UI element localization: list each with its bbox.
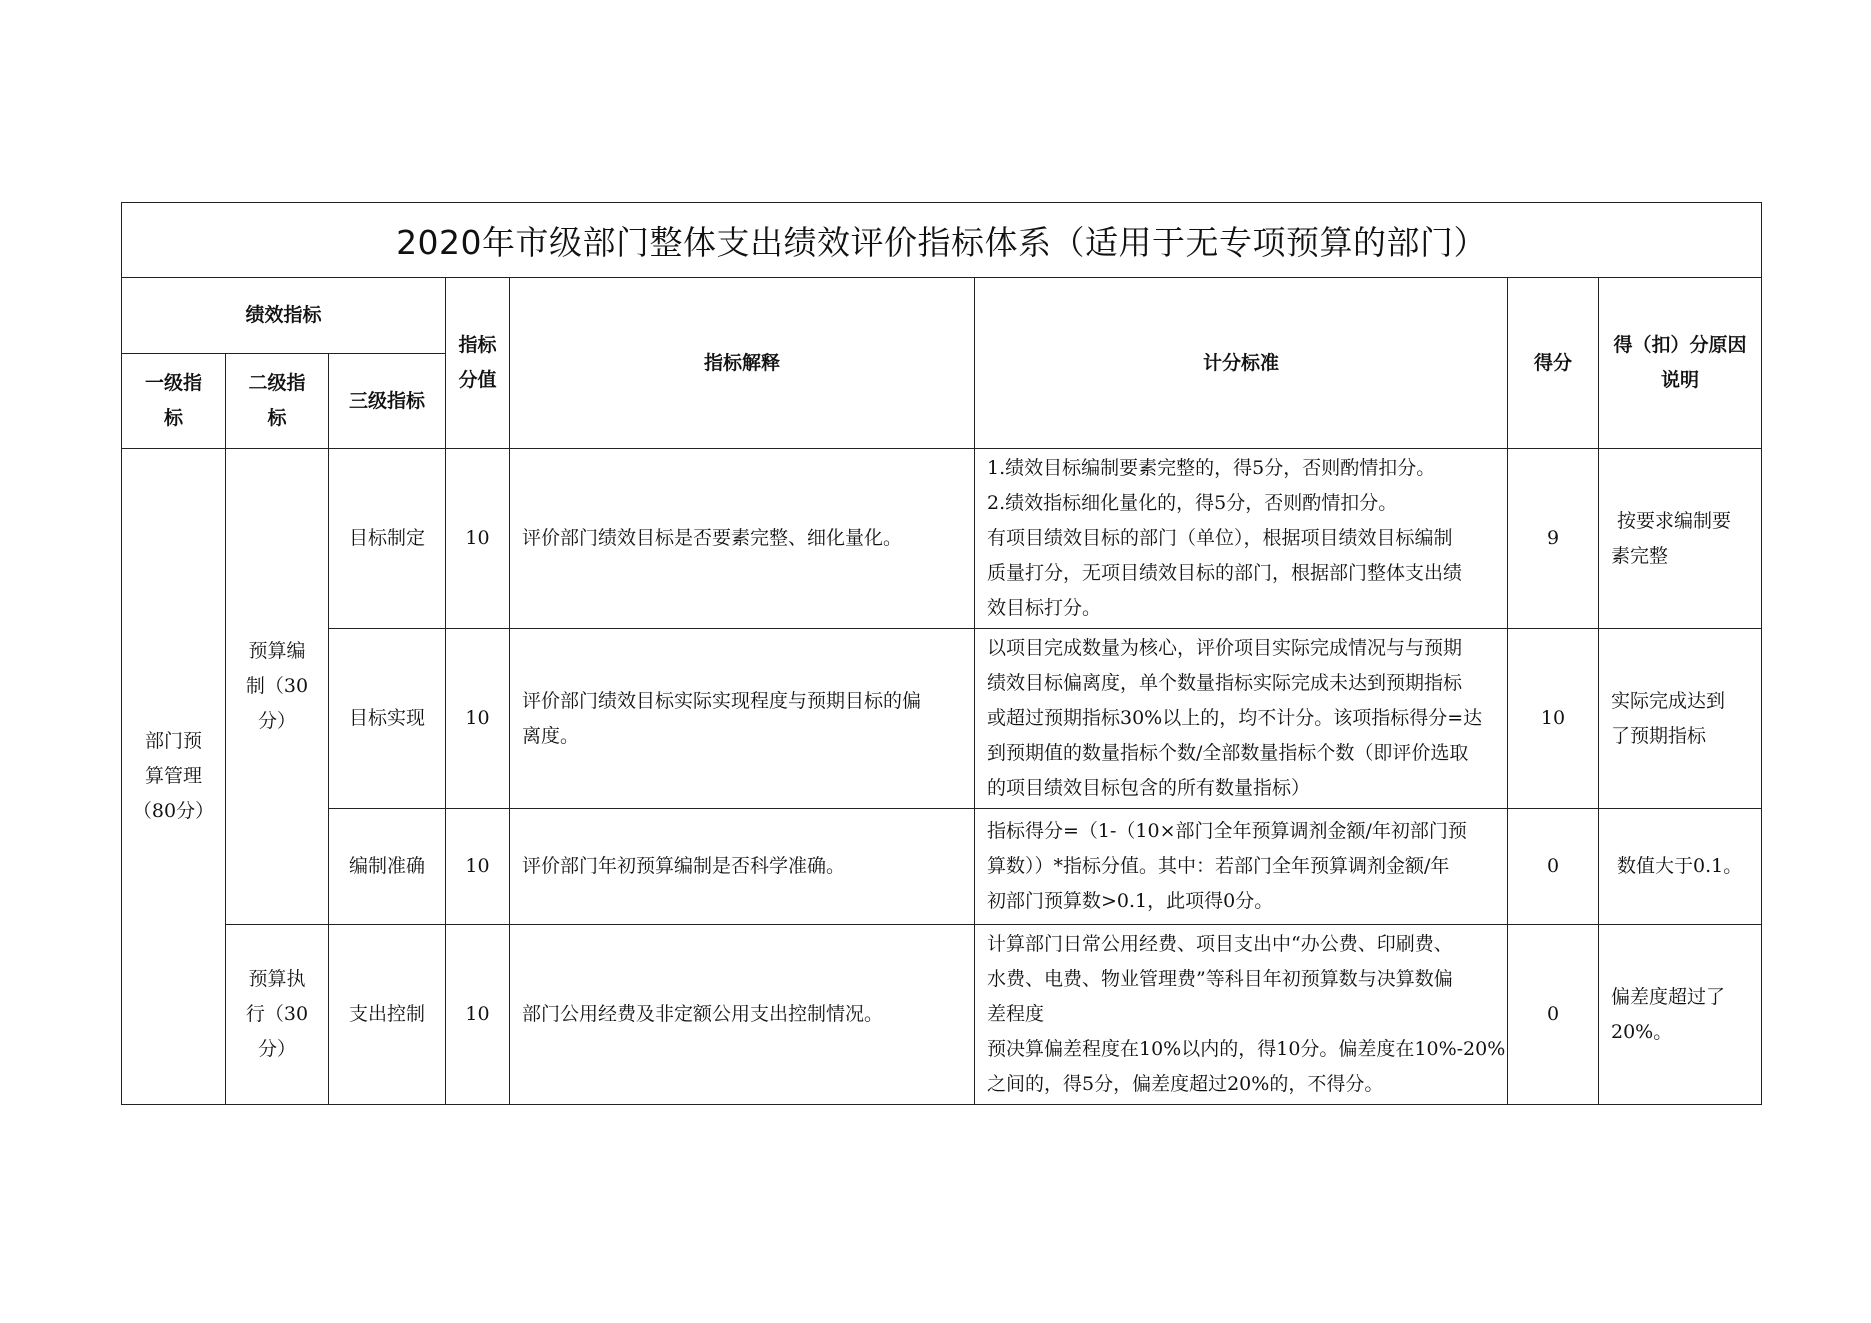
explanation-cell: 评价部门绩效目标实际实现程度与预期目标的偏 离度。 bbox=[510, 629, 975, 809]
header-score: 得分 bbox=[1508, 278, 1599, 449]
standard-cell: 1.绩效目标编制要素完整的，得5分，否则酌情扣分。 2.绩效指标细化量化的，得5分，否则酌情扣分。 有项目绩效目标的部门（单位），根据项目绩效目标编制 质量打分，无项目绩效目标的部门，根据部门整体支出绩 效目标打分。 bbox=[975, 449, 1508, 629]
explanation-cell: 评价部门年初预算编制是否科学准确。 bbox=[510, 809, 975, 925]
value-cell: 10 bbox=[446, 449, 510, 629]
level3-cell: 支出控制 bbox=[329, 925, 446, 1105]
reason-cell: 按要求编制要 素完整 bbox=[1599, 449, 1762, 629]
standard-cell: 指标得分=（1-（10×部门全年预算调剂金额/年初部门预 算数））*指标分值。其中：若部门全年预算调剂金额/年 初部门预算数>0.1，此项得0分。 bbox=[975, 809, 1508, 925]
table-title: 2020年市级部门整体支出绩效评价指标体系（适用于无专项预算的部门） bbox=[122, 203, 1762, 278]
header-explanation: 指标解释 bbox=[510, 278, 975, 449]
level3-cell: 目标制定 bbox=[329, 449, 446, 629]
score-cell: 9 bbox=[1508, 449, 1599, 629]
level3-cell: 编制准确 bbox=[329, 809, 446, 925]
explanation-cell: 部门公用经费及非定额公用支出控制情况。 bbox=[510, 925, 975, 1105]
table-row bbox=[122, 809, 1762, 925]
level2-cell-budget-execution: 预算执 行（30 分） bbox=[226, 925, 329, 1105]
reason-cell: 偏差度超过了 20%。 bbox=[1599, 925, 1762, 1105]
indicator-table-sheet bbox=[121, 202, 1761, 1105]
standard-cell: 计算部门日常公用经费、项目支出中“办公费、印刷费、 水费、电费、物业管理费”等科目年初预算数与决算数偏 差程度 预决算偏差程度在10%以内的，得10分。偏差度在10%-20% 之间的，得5分，偏差度超过20%的，不得分。 bbox=[975, 925, 1508, 1105]
indicator-table bbox=[121, 202, 1762, 1105]
standard-cell: 以项目完成数量为核心，评价项目实际完成情况与与预期 绩效目标偏离度，单个数量指标实际完成未达到预期指标 或超过预期指标30%以上的，均不计分。该项指标得分=达 到预期值的数量指标个数/全部数量指标个数（即评价选取 的项目绩效目标包含的所有数量指标） bbox=[975, 629, 1508, 809]
table-row bbox=[122, 449, 1762, 629]
header-reason: 得（扣）分原因 说明 bbox=[1599, 278, 1762, 449]
score-cell: 0 bbox=[1508, 925, 1599, 1105]
value-cell: 10 bbox=[446, 809, 510, 925]
level3-cell: 目标实现 bbox=[329, 629, 446, 809]
table-row bbox=[122, 925, 1762, 1105]
explanation-cell: 评价部门绩效目标是否要素完整、细化量化。 bbox=[510, 449, 975, 629]
header-level1: 一级指 标 bbox=[122, 354, 226, 449]
reason-cell: 实际完成达到 了预期指标 bbox=[1599, 629, 1762, 809]
header-scoring-standard: 计分标准 bbox=[975, 278, 1508, 449]
header-level2: 二级指 标 bbox=[226, 354, 329, 449]
header-level3: 三级指标 bbox=[329, 354, 446, 449]
reason-cell: 数值大于0.1。 bbox=[1599, 809, 1762, 925]
score-cell: 10 bbox=[1508, 629, 1599, 809]
header-score-value: 指标 分值 bbox=[446, 278, 510, 449]
score-cell: 0 bbox=[1508, 809, 1599, 925]
level2-cell-budget-preparation: 预算编 制（30 分） bbox=[226, 449, 329, 925]
level1-cell: 部门预 算管理 （80分） bbox=[122, 449, 226, 1105]
value-cell: 10 bbox=[446, 629, 510, 809]
header-performance-indicator: 绩效指标 bbox=[122, 278, 446, 354]
value-cell: 10 bbox=[446, 925, 510, 1105]
table-row bbox=[122, 629, 1762, 809]
